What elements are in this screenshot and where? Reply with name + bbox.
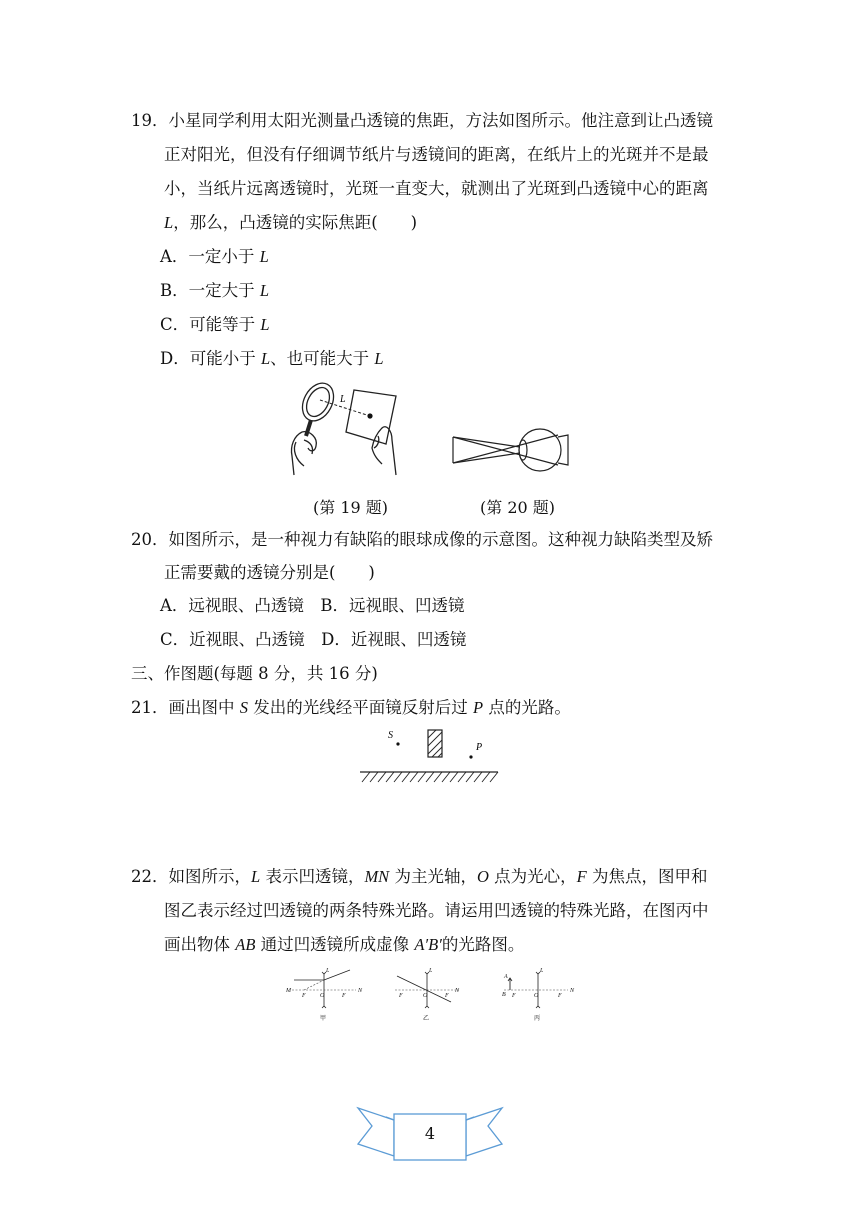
- q22-l1b: 表示凹透镜，: [265, 867, 365, 886]
- q20-options-cd: C．近视眼、凸透镜 D．近视眼、凹透镜: [160, 630, 467, 649]
- label-B: B: [502, 992, 506, 998]
- label-F: F: [302, 993, 306, 999]
- incoming-rays: [453, 437, 520, 463]
- q21-pre: 21．画出图中: [131, 698, 235, 717]
- diagram-bing: [502, 968, 575, 1022]
- q20-line1: 20．如图所示，是一种视力有缺陷的眼球成像的示意图。这种视力缺陷类型及矫: [131, 530, 713, 549]
- label-L: L: [540, 968, 544, 974]
- var-AB: AB: [235, 935, 256, 954]
- lens-glass: [302, 384, 334, 421]
- var-MN: MN: [364, 867, 390, 886]
- label-N: N: [455, 988, 460, 994]
- q19-line4-rest: ，那么，凸透镜的实际焦距( ): [173, 213, 418, 232]
- q19-line2: 正对阳光，但没有仔细调节纸片与透镜间的距离，在纸片上的光斑并不是最: [164, 145, 709, 164]
- point-S: [396, 742, 399, 745]
- label-S: S: [388, 730, 393, 741]
- light-spot: [367, 413, 372, 418]
- figure-21-mirror: [358, 728, 503, 786]
- section-3-title: 三、作图题(每题 8 分，共 16 分): [131, 664, 378, 683]
- q19-option-b: [160, 283, 269, 300]
- var-P: P: [473, 698, 484, 717]
- q19-option-d: [160, 351, 384, 368]
- q19-line3: 小，当纸片远离透镜时，光斑一直变大，就测出了光斑到凸透镜中心的距离: [164, 179, 709, 198]
- label-F: F: [558, 993, 562, 999]
- eye-lens: [519, 440, 527, 460]
- q19-option-c: [160, 317, 270, 334]
- q22-l3a: 画出物体: [164, 935, 230, 954]
- figure-22-lens-diagrams: [284, 966, 584, 1024]
- option-c-text: C．可能等于: [160, 315, 256, 334]
- var-L: L: [260, 349, 271, 368]
- option-d-text-b: 、也可能大于: [270, 349, 370, 368]
- caption-fig-19: (第 19 题): [313, 498, 389, 517]
- label-F: F: [445, 993, 449, 999]
- label-O: O: [320, 993, 325, 999]
- option-a-text: A．一定小于: [160, 247, 255, 266]
- var-F: F: [576, 867, 587, 886]
- var-L: L: [251, 867, 261, 886]
- q22-l1d: 点为光心，: [494, 867, 577, 886]
- label-A: A: [504, 974, 508, 980]
- diagram-jia: [285, 968, 363, 1022]
- ribbon-right-tail: [466, 1108, 502, 1156]
- q22-l3b: 通过凹透镜所成虚像: [260, 935, 410, 954]
- var-L: L: [259, 247, 269, 266]
- left-hand: [291, 432, 316, 475]
- eyeball: [519, 429, 561, 471]
- q22-l1c: 为主光轴，: [394, 867, 477, 886]
- q21-text: [131, 700, 571, 717]
- q19-line4: [164, 215, 417, 232]
- var-L: L: [259, 281, 270, 300]
- caption-fig-20: (第 20 题): [480, 498, 556, 517]
- var-O: O: [476, 867, 489, 886]
- q20-options-ab: A．远视眼、凸透镜 B．远视眼、凹透镜: [160, 596, 465, 615]
- page-number: 4: [424, 1124, 436, 1143]
- option-d-text-a: D．可能小于: [160, 349, 256, 368]
- lens-rim: [296, 378, 340, 426]
- option-b-text: B．一定大于: [160, 281, 255, 300]
- label-yi: 乙: [423, 1016, 430, 1022]
- label-O: O: [423, 993, 428, 999]
- q22-l1a: 22．如图所示，: [131, 867, 251, 886]
- mirror-hatch: [362, 772, 498, 782]
- q21-mid: 发出的光线经平面镜反射后过: [253, 698, 468, 717]
- q20-line2: 正需要戴的透镜分别是( ): [164, 563, 375, 582]
- label-P: P: [476, 742, 483, 753]
- q21-post: 点的光路。: [488, 698, 571, 717]
- q19-line1: 19．小星同学利用太阳光测量凸透镜的焦距，方法如图所示。他注意到让凸透镜: [131, 111, 713, 130]
- label-O: O: [534, 993, 539, 999]
- point-P: [469, 755, 472, 758]
- q22-l1e: 为焦点，图甲和: [591, 867, 708, 886]
- optic-nerve: [558, 435, 568, 465]
- ribbon-left-tail: [358, 1108, 394, 1156]
- label-L: L: [429, 968, 433, 974]
- var-S: S: [239, 698, 248, 717]
- label-M: M: [286, 988, 291, 994]
- diagram-yi: [395, 968, 460, 1022]
- label-bing: 丙: [534, 1016, 541, 1022]
- figure-20-eye: [450, 425, 575, 475]
- q19-option-a: [160, 249, 269, 266]
- var-AB-image: A′B′: [414, 935, 442, 954]
- var-L: L: [164, 213, 174, 232]
- label-F: F: [512, 993, 516, 999]
- q22-line2: 图乙表示经过凹透镜的两条特殊光路。请运用凹透镜的特殊光路，在图丙中: [164, 901, 709, 920]
- q22-l3c: 的光路图。: [441, 935, 525, 954]
- right-hand: [372, 427, 396, 475]
- var-L: L: [374, 349, 384, 368]
- q22-line3: [164, 937, 524, 954]
- label-F: F: [399, 993, 403, 999]
- label-F: F: [342, 993, 346, 999]
- q22-line1: [131, 869, 707, 886]
- label-jia: 甲: [320, 1016, 327, 1022]
- label-N: N: [570, 988, 575, 994]
- figure-19-lens-paper: [282, 380, 412, 480]
- label-L: L: [326, 968, 330, 974]
- var-L: L: [260, 315, 270, 334]
- label-N: N: [358, 988, 363, 994]
- label-L: L: [340, 394, 346, 405]
